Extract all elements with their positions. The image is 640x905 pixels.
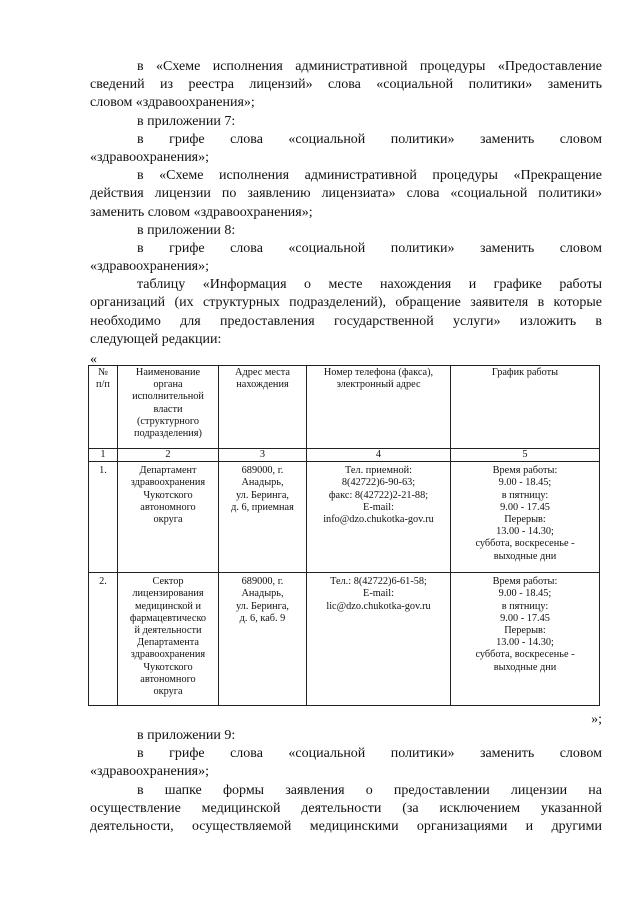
column-number: 4 (307, 449, 451, 462)
text-line: «здравоохранения»; (90, 259, 210, 275)
text-line: «здравоохранения»; (90, 149, 210, 165)
header-schedule: График работы (451, 366, 600, 449)
row-address: 689000, г. Анадырь, ул. Беринга, д. 6, каб. 9 (219, 573, 307, 706)
grif-line: в грифе слова «социальной политики» заменить словом (137, 240, 603, 256)
text-line: действия лицензии по заявлению лицензиата» слова «социальной политики» (90, 186, 602, 202)
header-name: Наименование органа исполнительной власти (структурного подразделения) (118, 366, 219, 449)
appendix-7-heading: в приложении 7: (137, 113, 236, 129)
appendix-9-heading: в приложении 9: (137, 728, 236, 743)
row-name: Департамент здравоохранения Чукотского автономного округа (118, 462, 219, 573)
appendix-8-heading: в приложении 8: (137, 222, 236, 238)
header-address: Адрес места нахождения (219, 366, 307, 449)
organizations-table (88, 365, 600, 706)
row-address: 689000, г. Анадырь, ул. Беринга, д. 6, приемная (219, 462, 307, 573)
column-number: 2 (118, 449, 219, 462)
row-contacts: Тел.: 8(42722)6-61-58; E-mail: lic@dzo.chukotka-gov.ru (307, 573, 451, 706)
table-column-numbers-row (89, 449, 600, 462)
grif-line: в грифе слова «социальной политики» заменить словом (137, 131, 603, 147)
column-number: 5 (451, 449, 600, 462)
text-line: заменить словом «здравоохранения»; (90, 204, 313, 220)
column-number: 1 (89, 449, 118, 462)
row-schedule: Время работы: 9.00 - 18.45; в пятницу: 9.00 - 17.45 Перерыв: 13.00 - 14.30; суббота, воскресенье - выходные дни (451, 462, 600, 573)
row-contacts: Тел. приемной: 8(42722)6-90-63; факс: 8(42722)2-21-88; E-mail: info@dzo.chukotka-gov.ru (307, 462, 451, 573)
text-line: в «Схеме исполнения административной процедуры «Предоставление (137, 59, 602, 74)
text-line: таблицу «Информация о месте нахождения и графике работы (137, 277, 602, 293)
text-line: деятельности, осуществляемой медицинскими организациями и другими (90, 818, 602, 834)
grif-line: в грифе слова «социальной политики» заменить словом (137, 746, 603, 762)
row-schedule: Время работы: 9.00 - 18.45; в пятницу: 9.00 - 17.45 Перерыв: 13.00 - 14.30; суббота, воскресенье - выходные дни (451, 573, 600, 706)
row-num: 1. (89, 462, 118, 573)
table-header-row (89, 366, 600, 449)
text-line: следующей редакции: (90, 331, 222, 347)
text-block-bottom (90, 727, 602, 836)
table-row (89, 462, 600, 573)
text-line: в «Схеме исполнения административной процедуры «Прекращение (137, 168, 602, 184)
column-number: 3 (219, 449, 307, 462)
row-name: Сектор лицензирования медицинской и фармацевтическо й деятельности Департамента здравоохранения Чукотского автономного округа (118, 573, 219, 706)
text-line: осуществление медицинской деятельности (за исключением указанной (90, 800, 602, 816)
text-line: «здравоохранения»; (90, 764, 210, 780)
text-block-top (90, 58, 602, 371)
text-line: в шапке формы заявления о предоставлении лицензии на (137, 782, 602, 798)
header-num: № п/п (89, 366, 118, 449)
text-line: организаций (их структурных подразделений), обращение заявителя в которые (90, 295, 602, 311)
row-num: 2. (89, 573, 118, 706)
close-quote: »; (591, 712, 602, 727)
open-quote: « (90, 352, 97, 367)
text-line: сведений из реестра лицензий» слова «социальной политики» заменить (90, 77, 602, 93)
table-row (89, 573, 600, 706)
text-line: словом «здравоохранения»; (90, 95, 255, 111)
text-line: необходимо для предоставления государственной услуги» изложить в (90, 313, 602, 329)
header-contacts: Номер телефона (факса), электронный адрес (307, 366, 451, 449)
